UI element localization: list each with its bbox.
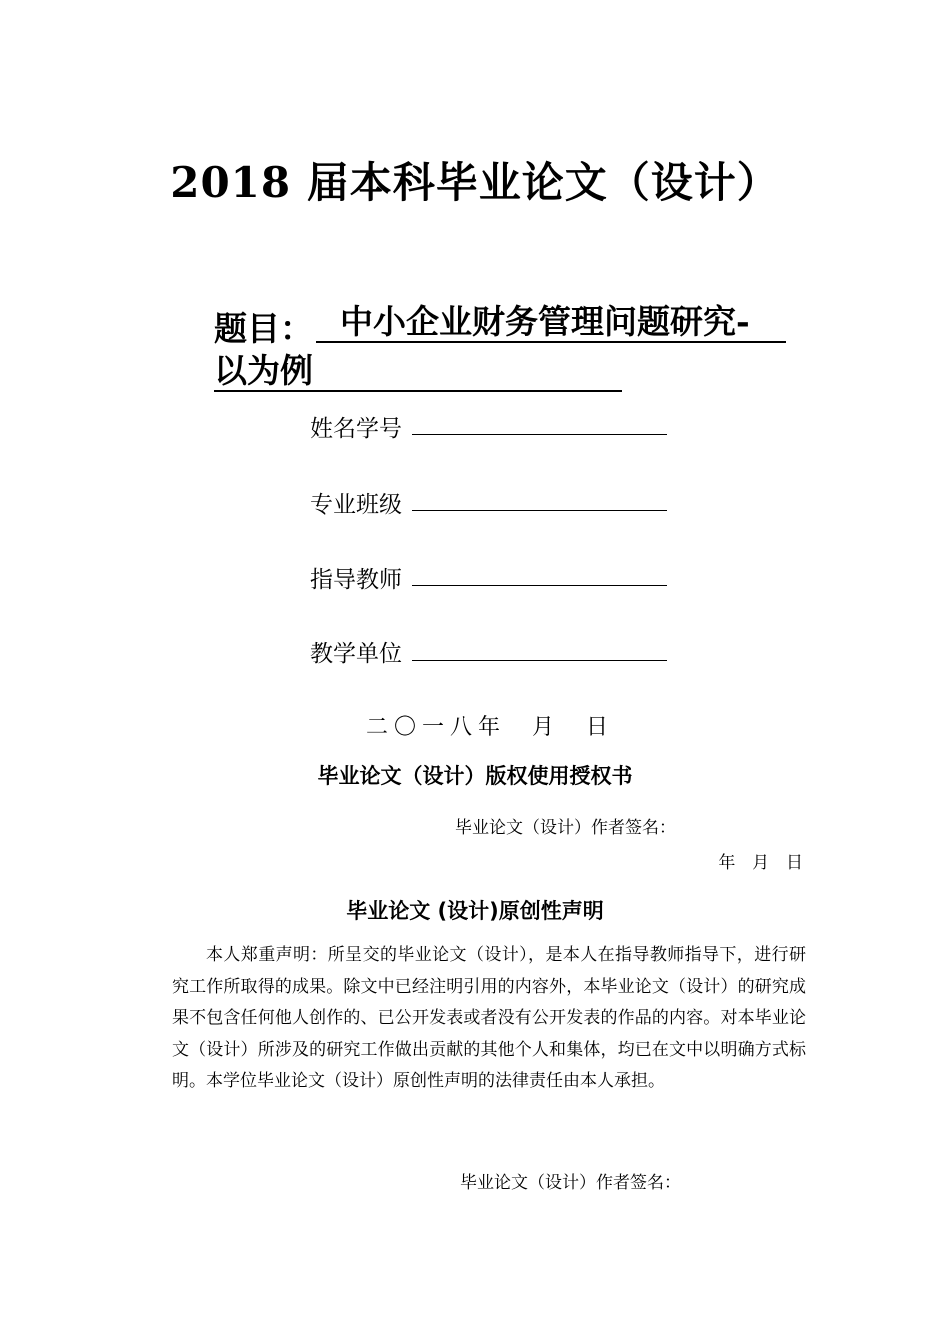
advisor-blank-line [412,585,667,586]
major-class-label: 专业班级 [310,492,402,518]
advisor-label: 指导教师 [310,567,402,593]
originality-signature-line: 毕业论文（设计）作者签名： [460,1173,681,1193]
topic-title-line-1: 中小企业财务管理问题研究- [316,303,786,343]
copyright-signature-line: 毕业论文（设计）作者签名： [455,818,676,838]
originality-heading: 毕业论文 (设计)原创性声明 [346,899,604,923]
originality-statement-paragraph: 本人郑重声明：所呈交的毕业论文（设计），是本人在指导教师指导下，进行研究工作所取得的成果。除文中已经注明引用的内容外，本毕业论文（设计）的研究成果不包含任何他人创作的、已公开发表或者没有公开发表的作品的内容。对本毕业论文（设计）所涉及的研究工作做出贡献的其他个人和集体，均已在文中以明确方式标明。本学位毕业论文（设计）原创性声明的法律责任由本人承担。 [172,945,806,1091]
name-id-label: 姓名学号 [310,416,402,442]
name-id-blank-line [412,434,667,435]
topic-title-line-2: 以为例 [214,352,622,392]
major-class-blank-line [412,510,667,511]
department-label: 教学单位 [310,641,402,667]
topic-label: 题目： [214,309,313,348]
page-title: 2018 届本科毕业论文（设计） [170,158,780,207]
department-blank-line [412,660,667,661]
copyright-heading: 毕业论文（设计）版权使用授权书 [317,764,633,788]
copyright-date: 年 月 日 [718,853,805,873]
cover-date: 二〇一八年 月 日 [366,715,614,740]
